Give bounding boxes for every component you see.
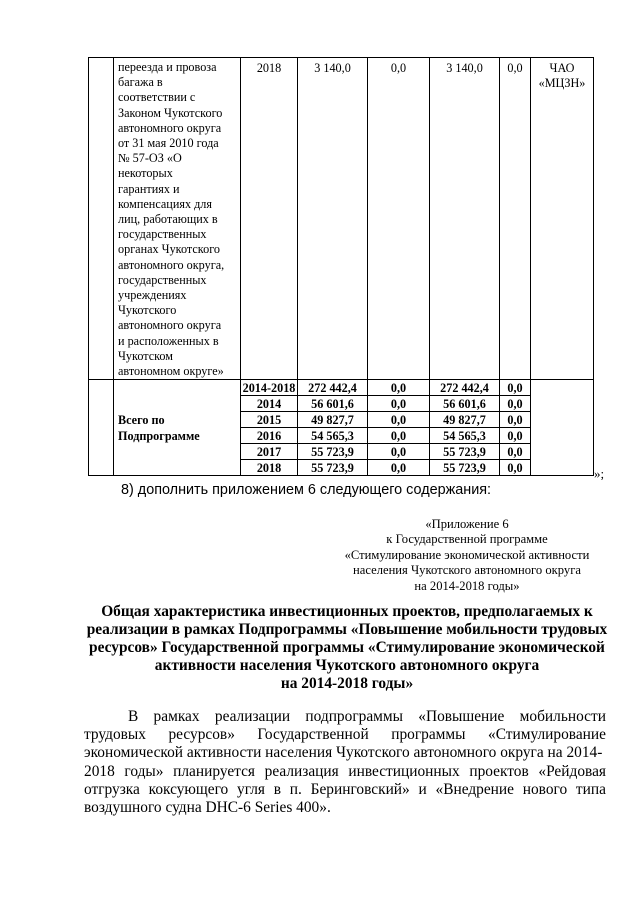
measure-name-line: багажа в xyxy=(118,75,163,90)
appendix-caption-line: «Стимулирование экономической активности xyxy=(344,547,590,562)
executor-line: «МЦЗН» xyxy=(538,76,586,91)
year-cell: 2015 xyxy=(241,412,298,428)
measure-name-line: Чукотского xyxy=(118,303,177,318)
measure-name-line: органах Чукотского xyxy=(118,242,220,257)
other-cell: 0,0 xyxy=(500,380,531,396)
regional-cell: 55 723,9 xyxy=(430,460,500,476)
appendix-caption-line: «Приложение 6 xyxy=(425,517,509,531)
measure-name-line: переезда и провоза xyxy=(118,60,217,74)
federal-cell: 0,0 xyxy=(368,380,430,396)
measure-name-line: учреждениях xyxy=(118,288,187,303)
word: воздушного судна DHC-6 Series 400». xyxy=(84,799,331,817)
year-cell: 2017 xyxy=(241,444,298,460)
measure-name-line: автономного округа, xyxy=(118,257,225,272)
word: угля xyxy=(237,780,265,798)
regional-cell: 55 723,9 xyxy=(430,444,500,460)
total-label-cell xyxy=(114,380,241,476)
other-cell: 0,0 xyxy=(500,412,531,428)
word: типа xyxy=(575,780,606,798)
row-number-cell xyxy=(89,58,114,380)
total-label-line: Всего по xyxy=(118,412,165,427)
word: планируется xyxy=(173,762,255,780)
paragraph-line xyxy=(84,763,606,781)
word: в xyxy=(273,780,282,798)
word: п. xyxy=(289,780,302,798)
federal-cell: 0,0 xyxy=(368,58,430,380)
total-label-line: Подпрограмме xyxy=(118,428,200,443)
word: нового xyxy=(522,780,568,798)
word: реализации xyxy=(214,708,291,725)
word: подпрограммы xyxy=(305,708,403,725)
measure-name-line: компенсациях для xyxy=(118,196,212,211)
financing-table xyxy=(88,57,594,476)
word: «Повышение xyxy=(418,708,505,725)
measure-name-line: Чукотском xyxy=(118,348,174,363)
year-cell: 2018 xyxy=(241,460,298,476)
total-cell: 56 601,6 xyxy=(298,396,368,412)
word: мобильности xyxy=(519,708,606,725)
heading-line: активности населения Чукотского автономного округа xyxy=(154,657,540,674)
word: Беринговский» xyxy=(310,780,410,798)
word: «Внедрение xyxy=(435,780,514,798)
appendix-caption xyxy=(328,517,606,594)
measure-name-line: некоторых xyxy=(118,166,173,181)
measure-name-line: от 31 мая 2010 года xyxy=(118,136,219,151)
table-row xyxy=(89,58,594,380)
word: трудовых xyxy=(84,726,146,744)
regional-cell: 3 140,0 xyxy=(430,58,500,380)
heading-line: ресурсов» Государственной программы «Стимулирование экономической xyxy=(89,639,605,656)
measure-name-line: Законом Чукотского xyxy=(118,105,223,120)
federal-cell: 0,0 xyxy=(368,412,430,428)
measure-name-line: автономного округа xyxy=(118,120,222,135)
word: проектов xyxy=(469,762,529,780)
amendment-item-8: 8) дополнить приложением 6 следующего содержания: xyxy=(121,482,492,498)
word: отгрузка xyxy=(84,780,140,798)
paragraph-line xyxy=(84,708,606,726)
year-cell: 2018 xyxy=(241,58,298,380)
executor-cell xyxy=(531,58,594,380)
regional-cell: 49 827,7 xyxy=(430,412,500,428)
paragraph-line xyxy=(84,726,606,744)
measure-name-line: соответствии с xyxy=(118,90,196,105)
measure-name-line: государственных xyxy=(118,272,207,287)
word: реализация xyxy=(264,762,339,780)
executor-line: ЧАО xyxy=(549,61,575,75)
row-number-cell xyxy=(89,380,114,476)
measure-name-line: государственных xyxy=(118,227,207,242)
word: «Стимулирование xyxy=(488,726,606,744)
total-cell: 54 565,3 xyxy=(298,428,368,444)
body-paragraph xyxy=(84,708,606,817)
paragraph-line xyxy=(84,781,606,799)
regional-cell: 54 565,3 xyxy=(430,428,500,444)
word: «Рейдовая xyxy=(538,762,606,780)
measure-name-line: гарантиях и xyxy=(118,181,180,196)
word: В xyxy=(128,708,139,725)
year-cell: 2014 xyxy=(241,396,298,412)
total-cell: 55 723,9 xyxy=(298,444,368,460)
federal-cell: 0,0 xyxy=(368,396,430,412)
federal-cell: 0,0 xyxy=(368,444,430,460)
appendix-caption-line: населения Чукотского автономного округа xyxy=(353,563,581,578)
measure-name-line: лиц, работающих в xyxy=(118,212,218,227)
federal-cell: 0,0 xyxy=(368,460,430,476)
word: программы xyxy=(391,726,466,744)
total-cell: 49 827,7 xyxy=(298,412,368,428)
word: рамках xyxy=(153,708,200,725)
word: годы» xyxy=(124,762,164,780)
measure-name-line: № 57-ОЗ «О xyxy=(118,151,182,166)
regional-cell: 272 442,4 xyxy=(430,380,500,396)
word: экономической активности населения Чукотского автономного округа на 2014- xyxy=(84,744,603,762)
total-cell: 272 442,4 xyxy=(298,380,368,396)
paragraph-line xyxy=(84,799,606,817)
other-cell: 0,0 xyxy=(500,460,531,476)
heading-line: реализации в рамках Подпрограммы «Повышение мобильности трудовых xyxy=(86,621,608,638)
word: инвестиционных xyxy=(348,762,460,780)
word: ресурсов» xyxy=(168,726,235,744)
executor-cell xyxy=(531,380,594,476)
year-cell: 2014-2018 xyxy=(241,380,298,396)
total-cell: 55 723,9 xyxy=(298,460,368,476)
other-cell: 0,0 xyxy=(500,444,531,460)
measure-name-cell xyxy=(114,58,241,380)
appendix-caption-line: к Государственной программе xyxy=(386,532,548,547)
measure-name-line: автономного округа xyxy=(118,318,222,333)
regional-cell: 56 601,6 xyxy=(430,396,500,412)
year-cell: 2016 xyxy=(241,428,298,444)
federal-cell: 0,0 xyxy=(368,428,430,444)
word: Государственной xyxy=(257,726,369,744)
word: коксующего xyxy=(148,780,229,798)
other-cell: 0,0 xyxy=(500,428,531,444)
word: и xyxy=(418,780,427,798)
word: 2018 xyxy=(84,762,115,780)
paragraph-line xyxy=(84,744,606,762)
heading-line: Общая характеристика инвестиционных проектов, предполагаемых к xyxy=(101,603,593,620)
section-heading xyxy=(80,603,614,693)
appendix-caption-line: на 2014-2018 годы» xyxy=(414,578,520,593)
measure-name-line: и расположенных в xyxy=(118,333,219,348)
other-cell: 0,0 xyxy=(500,58,531,380)
other-cell: 0,0 xyxy=(500,396,531,412)
closing-quote-mark: »; xyxy=(594,466,605,481)
table-row xyxy=(89,380,594,396)
total-cell: 3 140,0 xyxy=(298,58,368,380)
heading-line: на 2014-2018 годы» xyxy=(280,675,414,692)
measure-name-line: автономном округе» xyxy=(118,364,224,379)
